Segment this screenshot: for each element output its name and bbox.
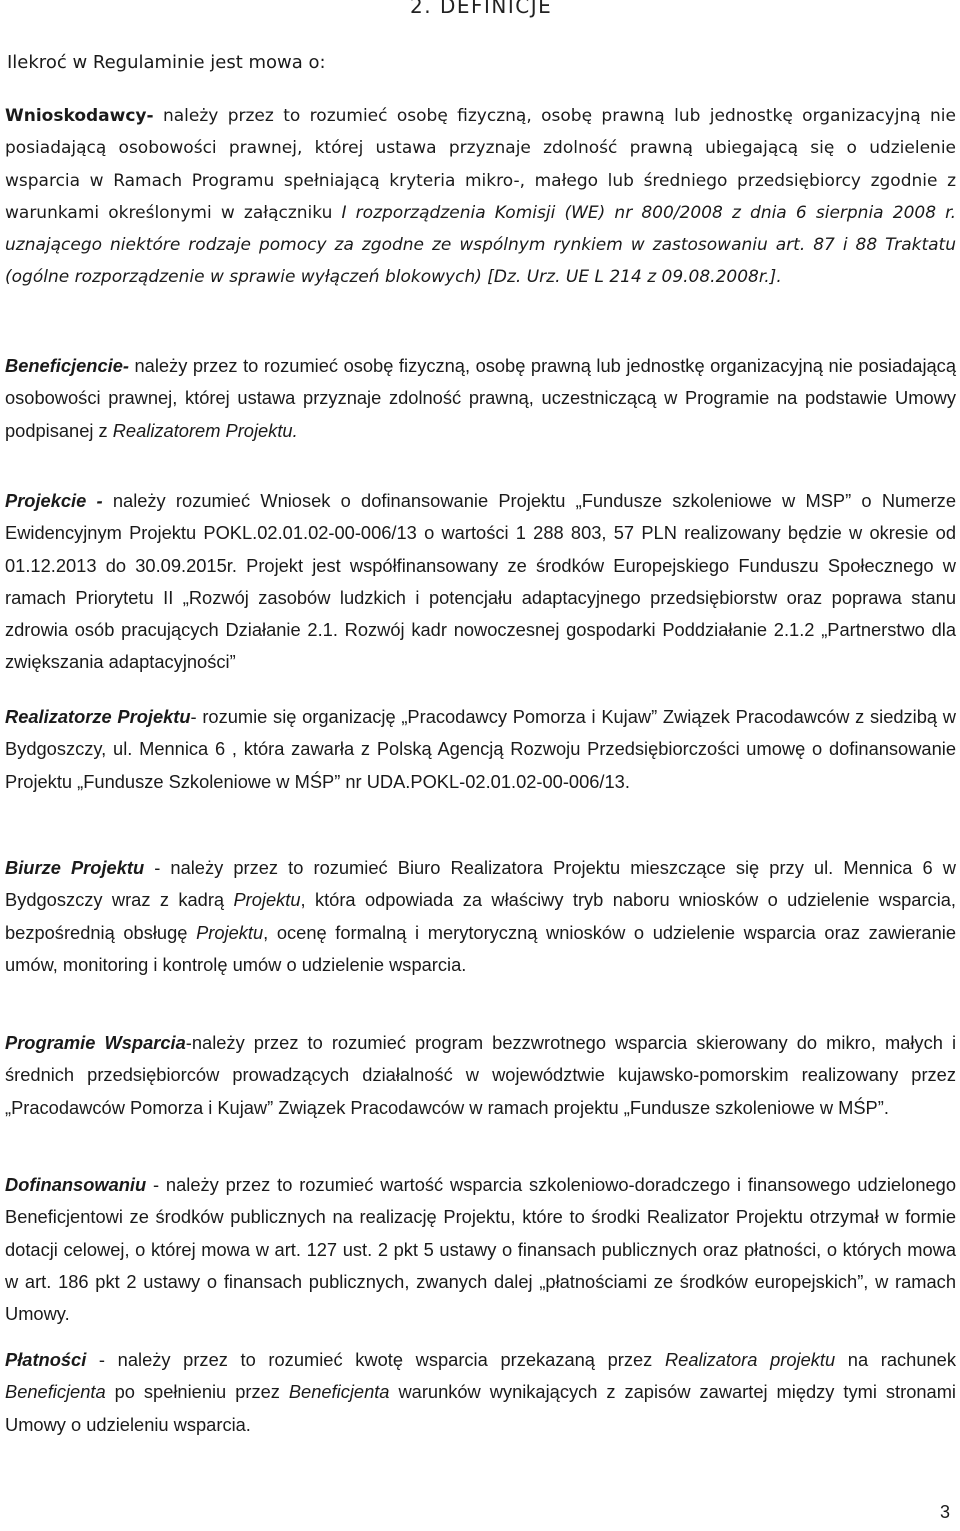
definition-text: -należy przez to rozumieć program bezzwrotnego wsparcia skierowany do mikro, małych i średnich przedsiębiorców prowadzących działalność w województwie kujawsko-pomorskim realizowany przez „Pracodawców Pomorza i Kujaw” Związek Pracodawców w ramach projektu „Fundusze szkoleniowe w MŚP”. [5, 1032, 956, 1118]
definition-wnioskodawcy [5, 100, 956, 294]
term: Biurze Projektu [5, 857, 145, 878]
section-heading: 2. DEFINICJE [410, 0, 553, 18]
definition-text: - należy przez to rozumieć Biuro Realizatora Projektu mieszczące się przy ul. Mennica 6 w Bydgoszczy wraz z kadrą [5, 857, 957, 911]
term: Programie Wsparcia [5, 1032, 186, 1053]
definition-text: - rozumie się organizację „Pracodawcy Pomorza i Kujaw” Związek Pracodawców z siedzibą w Bydgoszczy, ul. Mennica 6 , która zawarła z Polską Agencją Rozwoju Przedsiębiorczości umowę o dofinansowanie Projektu „Fundusze Szkoleniowe w MŚP” nr UDA.POKL-02.01.02-00-006/13. [5, 706, 956, 792]
definition-text: należy rozumieć Wniosek o dofinansowanie Projektu „Fundusze szkoleniowe w MSP” o Numerze Ewidencyjnym Projektu POKL.02.01.02-00-006/13 o wartości 1 288 803, 57 PLN realizowany będzie w okresie od 01.12.2013 do 30.09.2015r. Projekt jest współfinansowany ze środków Europejskiego Funduszu Społecznego w ramach Priorytetu II „Rozwój zasobów ludzkich i potencjału adaptacyjnego przedsiębiorstw oraz poprawa stanu zdrowia osób pracujących Działanie 2.1. Rozwój kadr nowoczesnej gospodarki Poddziałanie 2.1.2 „Partnerstwo dla zwiększania adaptacyjności” [5, 490, 956, 673]
definition-italic: Beneficjenta [5, 1381, 106, 1403]
definition-italic: Projektu [196, 921, 264, 943]
definition-italic: I rozporządzenia Komisji (WE) nr 800/2008 z dnia 6 sierpnia 2008 r. uznającego niektóre rodzaje pomocy za zgodne ze wspólnym rynkiem w zastosowaniu art. 87 i 88 Traktatu (ogólne rozporządzenie w sprawie wyłączeń blokowych) [Dz. Urz. UE L 214 z 09.08.2008r.]. [5, 202, 957, 288]
definition-text: , ocenę formalną i merytoryczną wniosków o udzielenie wsparcia oraz zawieranie umów, monitoring i kontrolę umów o udzielenie wsparcia. [5, 921, 956, 975]
definition-italic: Projektu [233, 889, 301, 911]
definition-text: , która odpowiada za właściwy tryb naboru wniosków o udzielenie wsparcia, bezpośrednią obsługę [5, 889, 956, 943]
definition-text: - należy przez to rozumieć kwotę wsparcia przekazaną przez [86, 1349, 665, 1370]
definition-beneficjencie [5, 350, 956, 447]
term: Beneficjencie- [5, 355, 129, 376]
definition-italic: Beneficjenta [288, 1381, 390, 1403]
page-number: 3 [940, 1502, 951, 1522]
definition-text: po spełnieniu przez [105, 1381, 289, 1403]
definition-italic: Realizatora projektu [664, 1349, 836, 1370]
definition-dofinansowaniu [5, 1169, 956, 1330]
term: Dofinansowaniu [5, 1174, 147, 1195]
definition-platnosci [5, 1344, 956, 1441]
definition-text: należy przez to rozumieć osobę fizyczną, osobę prawną lub jednostkę organizacyjną nie posiadającą osobowości prawnej, której ustawa przyznaje zdolność prawną ubiegającą się o udzielenie wsparcia w Ramach Programu spełniającą kryteria mikro-, małego lub średniego przedsiębiorcy zgodnie z warunkami określonymi w załączniku [5, 106, 956, 223]
definition-programie-wsparcia [5, 1027, 956, 1124]
definition-biurze [5, 852, 956, 981]
definition-projekcie [5, 485, 956, 679]
definition-realizatorze [5, 701, 956, 798]
definition-text: warunków wynikających z zapisów zawartej między tymi stronami Umowy o udzieleniu wsparcia. [5, 1381, 956, 1435]
term: Wnioskodawcy- [5, 106, 154, 126]
definition-text: należy przez to rozumieć osobę fizyczną, osobę prawną lub jednostkę organizacyjną nie posiadającą osobowości prawnej, której ustawa przyznaje zdolność prawną, uczestniczącą w Programie na podstawie Umowy podpisanej z [5, 355, 956, 441]
term: Płatności [5, 1349, 87, 1370]
definition-text: na rachunek [835, 1349, 956, 1370]
term: Realizatorze Projektu [5, 706, 191, 727]
definition-text: - należy przez to rozumieć wartość wsparcia szkoleniowo-doradczego i finansowego udzielonego Beneficjentowi ze środków publicznych na realizację Projektu, które to środki Realizator Projektu otrzymał w formie dotacji celowej, o której mowa w art. 127 ust. 2 pkt 5 ustawy o finansach publicznych oraz płatności, o których mowa w art. 186 pkt 2 ustawy o finansach publicznych, zwanych dalej „płatnościami ze środków europejskich”, w ramach Umowy. [5, 1174, 956, 1325]
definition-italic: Realizatorem Projektu. [112, 419, 298, 441]
intro-text: Ilekroć w Regulaminie jest mowa o: [7, 52, 326, 73]
term: Projekcie - [5, 490, 103, 511]
